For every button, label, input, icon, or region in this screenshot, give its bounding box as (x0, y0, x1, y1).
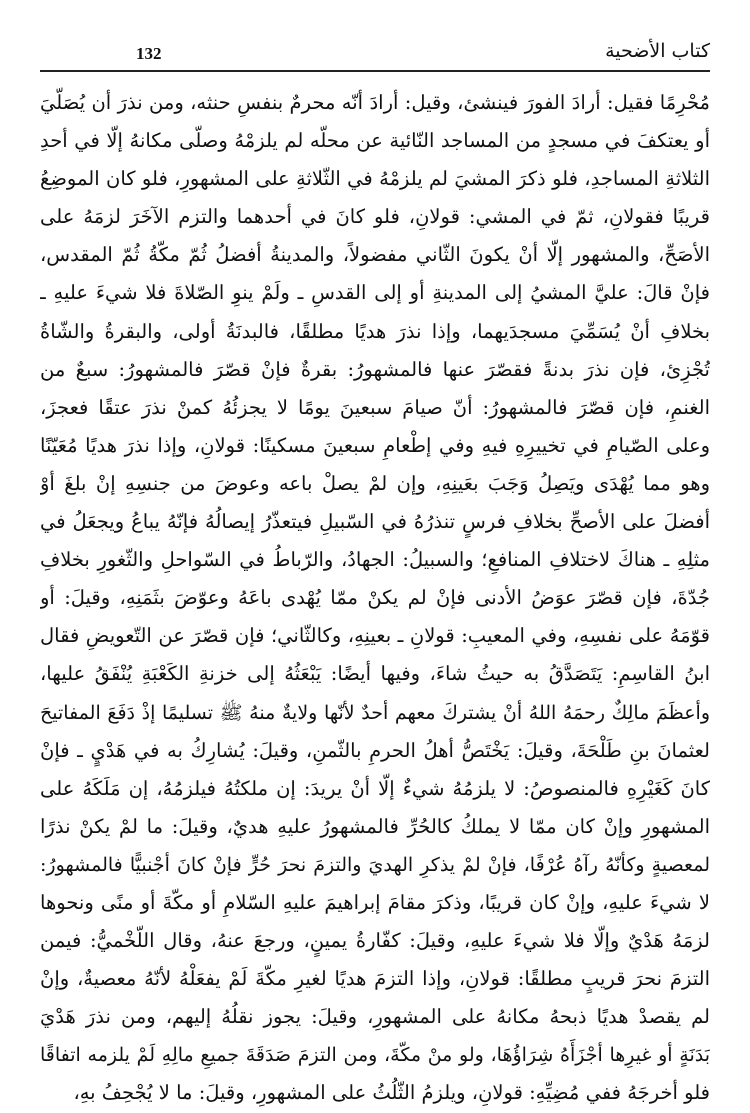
text-line: الغنمِ، فإن قصّرَ فالمشهورُ: أنّ صيامَ سبعينَ يومًا لا يجزئُهُ كمنْ نذرَ عتقًا فعجزَ، (40, 395, 710, 419)
text-line: الثلاثةِ المساجدِ، فلو ذكرَ المشيَ لم يلزمْهُ في الثّلاثةِ على المشهورِ، فلو كان الموضِعُ (40, 167, 710, 191)
text-line: وهو مما يُهْدَى ويَصِلُ وَجَبَ بعَينِهِ، وإن لمْ يصلْ باعه وعوضَ من جنسِهِ إنْ بلغَ أوْ (40, 471, 710, 495)
text-line: كانَ كَغَيْرِهِ فالمنصوصُ: لا يلزمُهُ شيءٌ إلّا أنْ يريدَ: إن ملكتُهُ فيلزمُهُ، إن مَلَكَهُ على (40, 776, 710, 800)
header-rule (40, 70, 710, 72)
text-line: أفضلَ على الأصحِّ بخلافِ فرسٍ تنذرُهُ في السّبيلِ فيتعذّرُ إيصالُهُ فإنّهُ يباعُ ويجعَلُ في (40, 510, 710, 534)
text-line: مثلِهِ ـ هناكَ لاختلافِ المنافعِ؛ والسبيلُ: الجهادُ، والرّباطُ في السّواحلِ والثّغورِ بخلافِ (40, 548, 710, 572)
text-line: أو يعتكفَ في مسجدٍ من المساجد النّائية عن محلّه لم يلزمْهُ وصلّى مكانهُ إلّا في أحدِ (40, 129, 710, 153)
text-line: الأصَحِّ، والمشهور إلّا أنْ يكونَ الثّاني مفضولاً، والمدينةُ أفضلُ ثُمّ مكّةُ ثُمّ المقدس، (40, 243, 710, 267)
text-line: لزمَهُ هَدْيٌ وإلّا فلا شيءَ عليهِ، وقيلَ: كفّارةُ يمينٍ، ورجعَ عنهُ، وقال اللّخْميُّ: فيمن (40, 929, 710, 953)
text-line: فإنْ قالَ: عليَّ المشيُ إلى المدينةِ أو إلى القدسِ ـ ولَمْ ينوِ الصّلاةَ فلا شيءَ عليهِ ـ (40, 281, 710, 305)
text-line: قريبًا فقولانِ، ثمّ في المشي: قولانِ، فلو كانَ في أحدهما والتزم الآخَرَ لزمَهُ على (40, 205, 710, 229)
text-line: لمعصيةٍ وكأنّهُ رآهُ عُرْفًا، فإنْ لمْ يذكرِ الهديَ والتزمَ نحرَ حُرٍّ فإنْ كانَ أجْنبيًّا فالمشهورُ: (40, 853, 710, 876)
text-line: لعثمانَ بنِ طَلْحَةَ، وقيلَ: يَخْتَصُّ أهلُ الحرمِ بالثّمنِ، وقيلَ: يُشارِكُ به في هَدْيٍ ـ فإنْ (40, 738, 710, 762)
page-header (40, 36, 710, 68)
text-line: ابنُ القاسِمِ: يَتَصَدَّقُ به حيثُ شاءَ، وفيها أيضًا: يَبْعَثُهُ إلى خزنةِ الكَعْبَةِ يُنْفَقُ عليها، (40, 662, 710, 686)
text-line: لا شيءَ عليهِ، وإنْ كان قريبًا، وذكرَ مقامَ إبراهيمَ عليهِ السّلامِ أو مكّةَ أو منًى ونحوها (40, 890, 710, 914)
text-line: بَدَنَةٍ أو غيرِها أجْزَأَهُ شِرَاؤُهَا، ولو منْ مكّةَ، ومن التزمَ صَدَقَةَ جميعِ مالِهِ لَمْ يلزمه اتفاقًا (40, 1044, 710, 1067)
text-line: فلو أخرجَهُ ففي مُضِيِّهِ: قولانِ، ويلزمُ الثّلُثُ على المشهورِ، وقيلَ: ما لا يُجْحِفُ بهِ، (73, 1081, 710, 1105)
text-line: وأعظَمَ مالِكٌ رحمَهُ اللهُ أنْ يشتركَ معهم أحدٌ لأنّها ولايةٌ منهُ ﷺ تسليمًا إذْ دَفَعَ المفاتيحَ (40, 701, 710, 724)
page-number: 132 (136, 44, 162, 63)
text-line: بخلافِ أنْ يُسَمِّيَ مسجدَيهما، وإذا نذرَ هديًا مطلقًا، فالبدنَةُ أولى، والبقرةُ والشّاةُ (40, 319, 710, 343)
text-line: جُدّةَ، فإن قصّرَ عوَضُ الأدنى فإنْ لم يكنْ ممّا يُهْدى باعَهُ وعوّضَ بثَمَنِهِ، وقيلَ: أو (40, 586, 710, 610)
text-line: وعلى الصّيامِ في تخييرِهِ فيهِ وفي إطْعامِ سبعينَ مسكينًا: قولانِ، وإذا نذرَ هديًا مُعَيّنًا (40, 433, 710, 457)
text-line: لم يقصدْ هديًا ذبحهُ مكانهُ على المشهورِ، وقيلَ: يجوز نقلُهُ إليهم، ومن نذرَ هَدْيَ (40, 1005, 710, 1029)
text-line: مُحْرِمًا فقيل: أرادَ الفورَ فينشئ، وقيل: أرادَ أنّه محرمٌ بنفسِ حنثه، ومن نذرَ أن يُصَلّيَ (40, 91, 710, 114)
running-title: كتاب الأضحية (605, 40, 710, 62)
text-line: تُجْزِئ، فإن نذرَ بدنةً فقصّرَ عنها فالمشهورُ: بقرةٌ فإنْ قصّرَ فالمشهورُ: سبعٌ من (40, 357, 710, 381)
text-line: التزمَ نحرَ قريبٍ مطلقًا: قولانِ، وإذا التزمَ هديًا لغيرِ مكّةَ لَمْ يفعَلْهُ لأنّهُ معصيةٌ، وإنْ (40, 967, 710, 991)
body-text (40, 84, 710, 1113)
text-line: قوّمَهُ على نفسِهِ، وفي المعيبِ: قولانِ ـ بعينِهِ، وكالثّاني؛ فإن قصّرَ عن التّعويضِ فقال (40, 624, 710, 648)
text-line: المشهورِ وإنْ كان ممّا لا يملكُ كالحُرِّ فالمشهورُ عليهِ هديٌ، وقيلَ: ما لمْ يكنْ نذرًا (40, 814, 710, 838)
